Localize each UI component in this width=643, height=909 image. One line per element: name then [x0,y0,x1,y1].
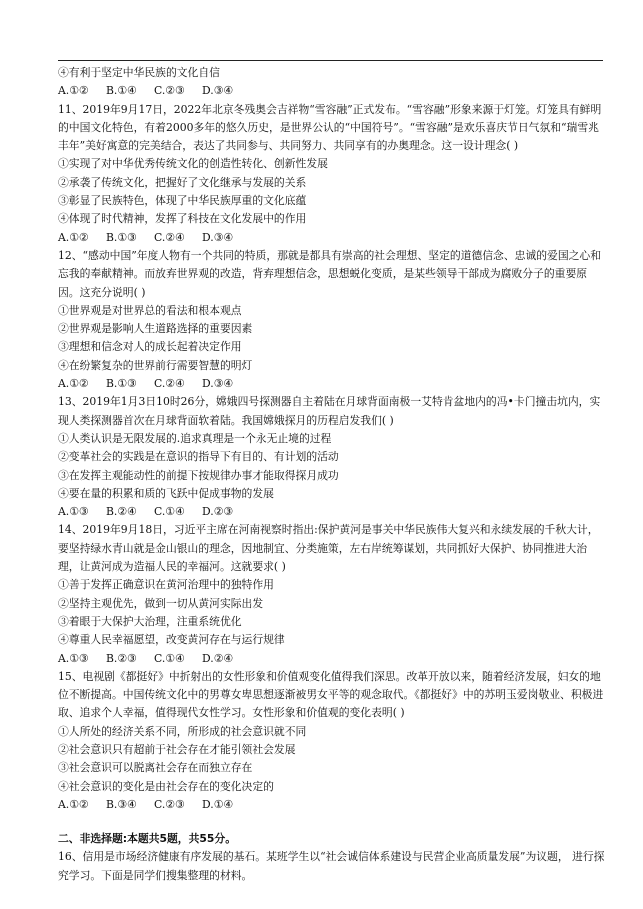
question-14-option-1: ①善于发挥正确意识在黄河治理中的独特作用 [58,578,274,592]
question-15-option-2: ②社会意识只有超前于社会存在才能引领社会发展 [58,742,296,756]
question-11-option-3: ③彰显了民族特色，体现了中华民族厚重的文化底蕴 [58,194,307,208]
question-14-choices [58,650,605,668]
choice-b: B.②③ [106,651,137,665]
prev-choices [58,82,605,100]
question-13-option-2: ②变革社会的实践是在意识的指导下有目的、有计划的活动 [58,450,339,464]
choice-c: C.②③ [154,84,185,98]
question-11-option-4: ④体现了时代精神，发挥了科技在文化发展中的作用 [58,212,307,226]
prev-option-4: ④有利于坚定中华民族的文化自信 [58,66,220,79]
choice-d: D.②④ [202,651,234,665]
choice-a: A.①② [58,84,89,98]
choice-c: C.②③ [154,797,185,811]
choice-d: D.③④ [202,84,234,98]
question-12-choices [58,375,605,393]
section-2-heading: 二、非选择题:本题共5题，共55分。 [58,832,237,846]
choice-b: B.②④ [106,505,137,519]
choice-b: B.①③ [106,377,137,391]
question-12-option-3: ③理想和信念对人的成长起着决定作用 [58,340,242,354]
question-16-stem: 16、信用是市场经济健康有序发展的基石。某班学生以“社会诚信体系建设与民营企业高质量发展”为议题， 进行探究学习。下面是同学们搜集整理的材料。 [58,850,605,882]
choice-c: C.①④ [154,651,185,665]
choice-c: C.①④ [154,505,185,519]
question-13-choices [58,503,605,521]
question-14-option-2: ②坚持主观优先，做到一切从黄河实际出发 [58,596,264,610]
choice-c: C.②④ [154,377,185,391]
question-15-choices [58,796,605,814]
question-15-option-3: ③社会意识可以脱离社会存在而独立存在 [58,761,253,775]
choice-a: A.①③ [58,651,89,665]
choice-b: B.①④ [106,84,137,98]
question-11-option-1: ①实现了对中华优秀传统文化的创造性转化、创新性发展 [58,157,328,171]
question-13-stem: 13、2019年1月3日10时26分，嫦娥四号探测器自主着陆在月球背面南极一艾特肯盆地内的冯•卡门撞击坑内，实现人类探测器首次在月球背面软着陆。我国嫦娥探月的历程启发我们( ) [58,395,601,427]
question-12-option-4: ④在纷繁复杂的世界前行需要智慧的明灯 [58,358,253,372]
choice-b: B.③④ [106,797,137,811]
question-11-choices [58,229,605,247]
question-14-stem: 14、2019年9月18日，习近平主席在河南视察时指出:保护黄河是事关中华民族伟大复兴和永续发展的千秋大计，要坚持绿水青山就是金山银山的理念，因地制宜、分类施策，左右岸统筹谋划，共同抓好大保护、协同推进大治理，让黄河成为造福人民的幸福河。这就要求( ) [58,523,599,574]
choice-a: A.①② [58,230,89,244]
question-13-option-3: ③在发挥主观能动性的前提下按规律办事才能取得探月成功 [58,468,339,482]
question-12-option-2: ②世界观是影响人生道路选择的重要因素 [58,322,253,336]
choice-a: A.①③ [58,505,89,519]
choice-b: B.①③ [106,230,137,244]
question-14-option-4: ④尊重人民幸福愿望，改变黄河存在与运行规律 [58,633,285,647]
question-12-stem: 12、“感动中国”年度人物有一个共同的特质，那就是都具有崇高的社会理想、坚定的道德信念、忠诚的爱国之心和忘我的奉献精神。而放弃世界观的改造，背弃理想信念，思想蜕化变质，是某些领导干部成为腐败分子的重要原因。这充分说明( ) [58,248,602,299]
question-13-option-4: ④要在量的积累和质的飞跃中促成事物的发展 [58,486,274,500]
choice-d: D.③④ [202,230,234,244]
exam-content [58,64,605,885]
question-12-option-1: ①世界观是对世界总的看法和根本观点 [58,303,242,317]
choice-a: A.①② [58,797,89,811]
choice-d: D.③④ [202,377,234,391]
choice-c: C.②④ [154,230,185,244]
question-14-option-3: ③着眼于大保护大治理，注重系统优化 [58,614,242,628]
choice-d: D.①④ [202,797,234,811]
header-rule [58,60,603,61]
question-11-option-2: ②承袭了传统文化，把握好了文化继承与发展的关系 [58,175,307,189]
question-13-option-1: ①人类认识是无限发展的.追求真理是一个永无止境的过程 [58,431,332,445]
question-11-stem: 11、2019年9月17日，2022年北京冬残奥会吉祥物“雪容融”正式发布。“雪容融”形象来源于灯笼。灯笼具有鲜明的中国文化特色，有着2000多年的悠久历史，是世界公认的“中国符号”。“雪容融”是欢乐喜庆节日气氛和“瑞雪兆丰年”美好寓意的完美结合，表达了共同参与、共同努力、共同享有的办奥理念。这一设计理念( ) [58,102,602,153]
choice-d: D.②③ [202,505,234,519]
question-15-option-1: ①人所处的经济关系不同，所形成的社会意识就不同 [58,724,307,738]
choice-a: A.①② [58,377,89,391]
question-15-option-4: ④社会意识的变化是由社会存在的变化决定的 [58,779,274,793]
question-15-stem: 15、电视剧《都挺好》中折射出的女性形象和价值观变化值得我们深思。改革开放以来，随着经济发展，妇女的地位不断提高。中国传统文化中的男尊女卑思想逐渐被男女平等的观念取代。《都挺好》中的苏明玉爱岗敬业、积极进取、追求个人幸福，值得现代女性学习。女性形象和价值观的变化表明( ) [58,669,604,720]
